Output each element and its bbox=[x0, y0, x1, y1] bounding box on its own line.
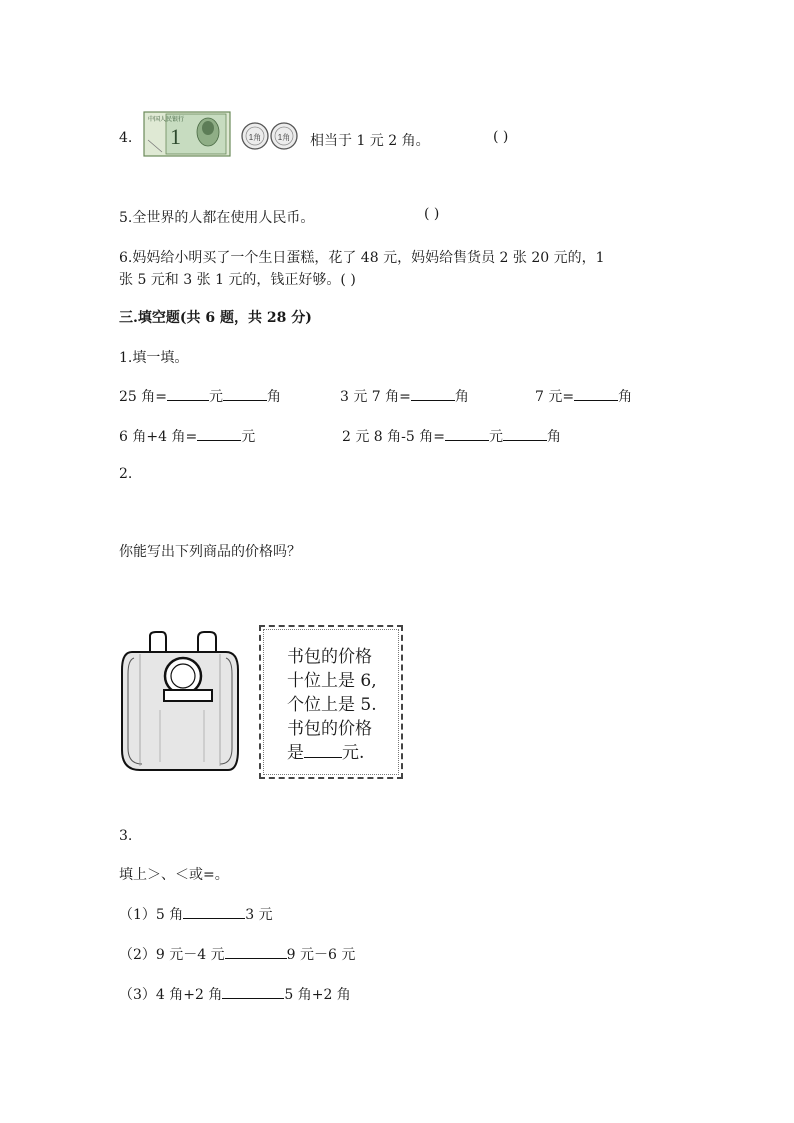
fill-3-number: 3. bbox=[119, 828, 133, 844]
question-5-answer-paren[interactable]: ( ) bbox=[424, 206, 440, 222]
question-4-number: 4. bbox=[119, 130, 133, 146]
fill-1-item-5-prefix: 2 元 8 角-5 角= bbox=[342, 429, 445, 445]
fill-1-item-2-prefix: 3 元 7 角= bbox=[340, 389, 411, 405]
fill-1-item-2-unit: 角 bbox=[454, 389, 469, 405]
banknote-caption: 中国人民银行 bbox=[148, 117, 185, 123]
hint-line-1: 书包的价格 bbox=[287, 647, 372, 667]
fill-1-item-1-unit-2: 角 bbox=[267, 389, 281, 405]
fill-1-item-2 bbox=[340, 386, 469, 406]
hint-line-5-unit: 元. bbox=[342, 743, 365, 763]
price-hint-text bbox=[287, 645, 387, 765]
coin-1-label: 1角 bbox=[248, 133, 262, 142]
question-4-text: 相当于 1 元 2 角。 bbox=[310, 133, 430, 149]
schoolbag-image bbox=[120, 630, 242, 775]
fill-1-item-1 bbox=[119, 386, 281, 406]
compare-answer-blank[interactable] bbox=[222, 984, 284, 999]
compare-answer-blank[interactable] bbox=[183, 904, 245, 919]
compare-item-2-rhs: 9 元－6 元 bbox=[286, 947, 356, 963]
price-hint-card bbox=[259, 625, 403, 779]
section-3-heading: 三.填空题(共 6 题，共 28 分) bbox=[119, 310, 312, 326]
fill-2-number: 2. bbox=[119, 466, 133, 482]
compare-item-2 bbox=[119, 944, 355, 964]
fill-1-item-5 bbox=[342, 426, 561, 446]
price-answer-blank[interactable] bbox=[304, 741, 342, 758]
compare-item-1-lhs: （1）5 角 bbox=[119, 907, 184, 923]
question-6-line-2: 张 5 元和 3 张 1 元的，钱正好够。( ) bbox=[119, 272, 356, 288]
money-illustration bbox=[142, 110, 302, 160]
answer-blank[interactable] bbox=[574, 386, 618, 401]
compare-item-2-lhs: （2）9 元－4 元 bbox=[119, 947, 225, 963]
hint-line-5-prefix: 是 bbox=[287, 743, 304, 763]
compare-answer-blank[interactable] bbox=[225, 944, 287, 959]
fill-1-item-5-unit-2: 角 bbox=[546, 429, 561, 445]
fill-2-prompt: 你能写出下列商品的价格吗？ bbox=[119, 544, 301, 560]
fill-3-title: 填上＞、＜或=。 bbox=[119, 867, 229, 883]
question-4-answer-paren[interactable]: ( ) bbox=[493, 129, 509, 145]
banknote-image bbox=[144, 112, 230, 156]
coin-1-image bbox=[242, 123, 268, 149]
fill-1-item-1-unit-1: 元 bbox=[209, 389, 223, 405]
hint-line-5 bbox=[287, 741, 387, 765]
banknote-digit: 1 bbox=[170, 124, 181, 149]
question-6-line-1: 6.妈妈给小明买了一个生日蛋糕，花了 48 元，妈妈给售货员 2 张 20 元的，1 bbox=[119, 250, 605, 266]
hint-line-2: 十位上是 6, bbox=[287, 671, 377, 691]
compare-item-1 bbox=[119, 904, 273, 924]
fill-1-item-5-unit-1: 元 bbox=[488, 429, 503, 445]
fill-1-title: 1.填一填。 bbox=[119, 350, 189, 366]
compare-item-3-rhs: 5 角+2 角 bbox=[284, 987, 351, 1003]
question-5-text: 5.全世界的人都在使用人民币。 bbox=[119, 210, 315, 226]
compare-item-3 bbox=[119, 984, 351, 1004]
hint-line-3: 个位上是 5. bbox=[287, 695, 377, 715]
fill-1-item-3-prefix: 7 元= bbox=[535, 389, 575, 405]
answer-blank[interactable] bbox=[167, 386, 209, 401]
answer-blank[interactable] bbox=[503, 426, 547, 441]
fill-1-item-1-prefix: 25 角= bbox=[119, 389, 167, 405]
compare-item-1-rhs: 3 元 bbox=[245, 907, 273, 923]
fill-1-item-4-prefix: 6 角+4 角= bbox=[119, 429, 198, 445]
fill-1-item-3 bbox=[535, 386, 632, 406]
fill-1-item-4 bbox=[119, 426, 255, 446]
answer-blank[interactable] bbox=[197, 426, 241, 441]
coin-2-label: 1角 bbox=[277, 133, 291, 142]
answer-blank[interactable] bbox=[411, 386, 455, 401]
hint-line-4: 书包的价格 bbox=[287, 719, 372, 739]
compare-item-3-lhs: （3）4 角+2 角 bbox=[119, 987, 223, 1003]
answer-blank[interactable] bbox=[445, 426, 489, 441]
fill-1-item-4-unit: 元 bbox=[241, 429, 256, 445]
fill-1-item-3-unit: 角 bbox=[618, 389, 633, 405]
answer-blank[interactable] bbox=[223, 386, 267, 401]
coin-2-image bbox=[271, 123, 297, 149]
